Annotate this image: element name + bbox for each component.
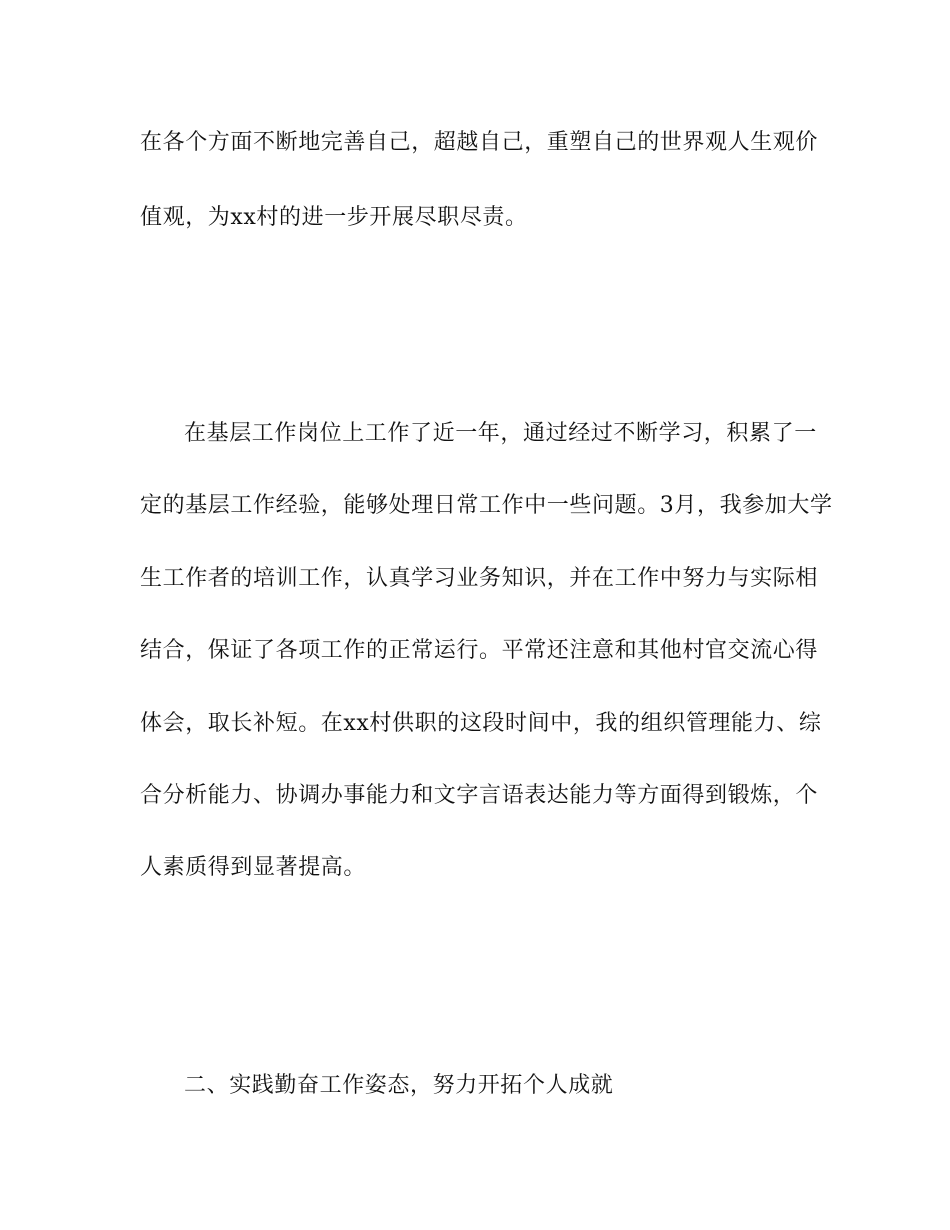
paragraph-2-line-4: 结合，保证了各项工作的正常运行。平常还注意和其他村官交流心得 bbox=[140, 638, 819, 663]
paragraph-2-line-1: 在基层工作岗位上工作了近一年，通过经过不断学习，积累了一 bbox=[184, 421, 817, 446]
paragraph-2-line-6: 合分析能力、协调办事能力和文字言语表达能力等方面得到锻炼，个 bbox=[140, 783, 819, 808]
paragraph-1-line-2: 值观，为xx村的进一步开展尽职尽责。 bbox=[140, 205, 528, 230]
section-heading-2: 二、实践勤奋工作姿态，努力开拓个人成就 bbox=[184, 1073, 614, 1098]
paragraph-1-line-1: 在各个方面不断地完善自己，超越自己，重塑自己的世界观人生观价 bbox=[140, 130, 819, 155]
paragraph-2-line-3: 生工作者的培训工作，认真学习业务知识，并在工作中努力与实际相 bbox=[140, 566, 819, 591]
paragraph-2-line-2: 定的基层工作经验，能够处理日常工作中一些问题。3月，我参加大学 bbox=[140, 493, 833, 518]
paragraph-2-line-5: 体会，取长补短。在xx村供职的这段时间中，我的组织管理能力、综 bbox=[140, 711, 822, 736]
paragraph-2-line-7: 人素质得到显著提高。 bbox=[140, 855, 367, 880]
